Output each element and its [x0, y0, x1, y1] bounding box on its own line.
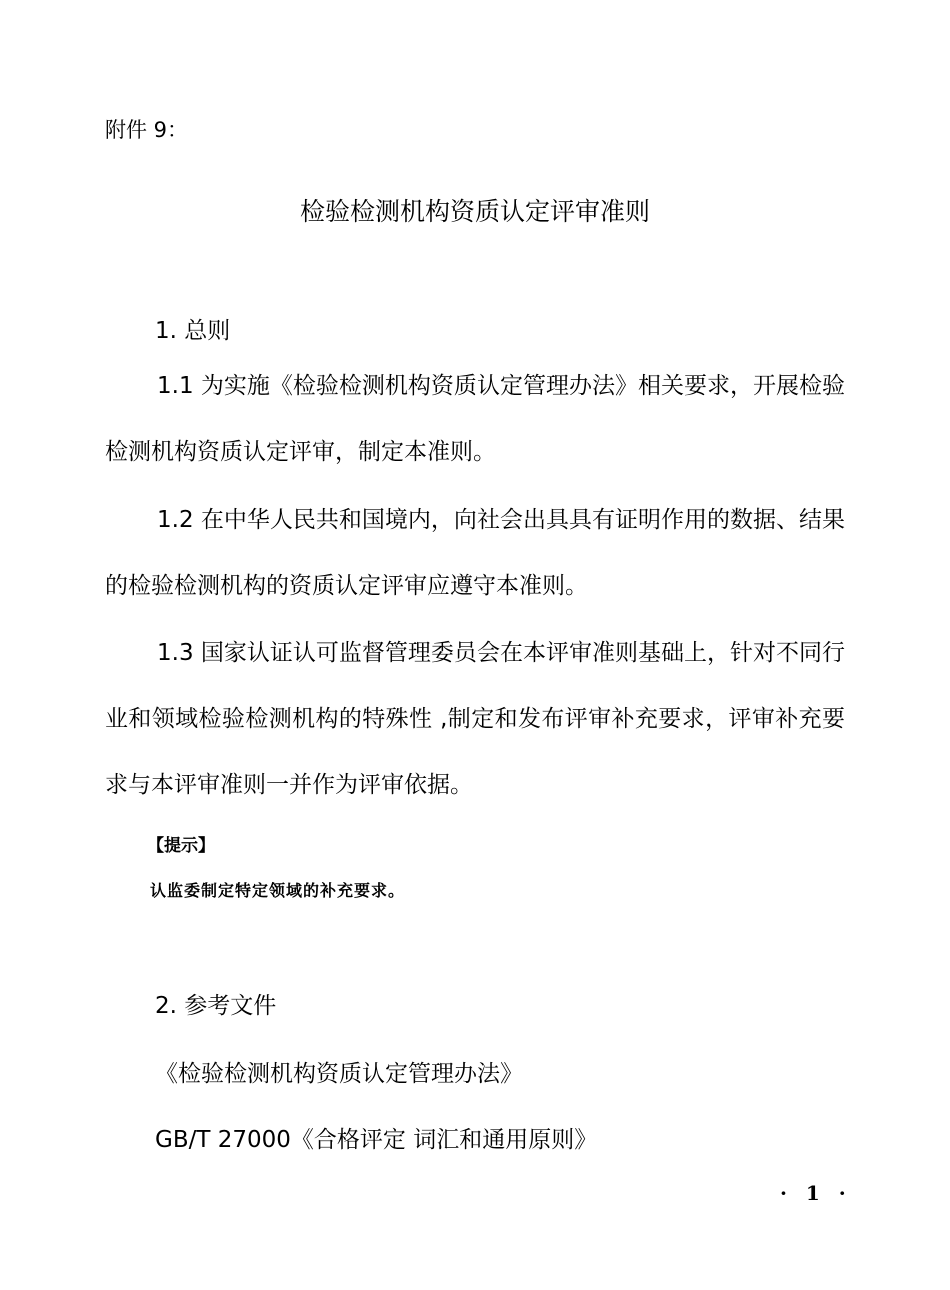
attachment-label: 附件 9：: [105, 118, 189, 142]
tip-label: 【提示】: [147, 836, 215, 856]
section-heading-references: 2. 参考文件: [155, 993, 277, 1019]
tip-text: 认监委制定特定领域的补充要求。: [150, 881, 406, 900]
paragraph-1-2: 1.2 在中华人民共和国境内，向社会出具具有证明作用的数据、结果的检验检测机构的资质认定评审应遵守本准则。: [105, 507, 845, 599]
paragraph-1-1: 1.1 为实施《检验检测机构资质认定管理办法》相关要求，开展检验检测机构资质认定评审，制定本准则。: [105, 373, 845, 465]
reference-item: 《检验检测机构资质认定管理办法》: [155, 1061, 523, 1087]
section-heading-general: 1. 总则: [155, 318, 231, 344]
page-number: · 1 ·: [780, 1181, 852, 1205]
reference-item: GB/T 27000《合格评定 词汇和通用原则》: [155, 1127, 598, 1153]
paragraph-1-3: 1.3 国家认证认可监督管理委员会在本评审准则基础上，针对不同行业和领域检验检测机构的特殊性 ,制定和发布评审补充要求，评审补充要求与本评审准则一并作为评审依据。: [105, 640, 845, 798]
document-title: 检验检测机构资质认定评审准则: [299, 197, 650, 226]
